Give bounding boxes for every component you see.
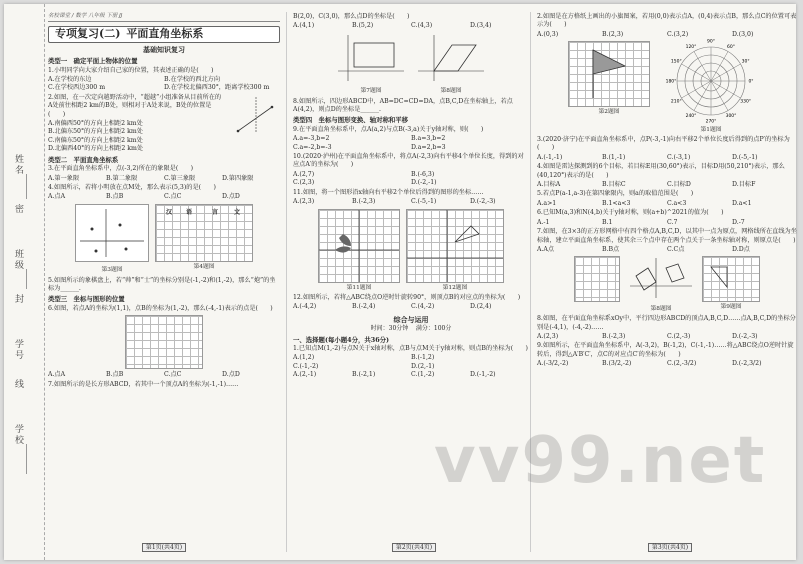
question-10: 10.(2020·泸州)在平面直角坐标系中，将点A(-2,3)向右平移4个单位长度，得到的对应点A′的坐标为( ) — [293, 153, 524, 169]
option: D.a=2,b=3 — [411, 143, 446, 151]
question-c3-4-options — [537, 181, 797, 189]
option: C.点C — [164, 193, 182, 201]
grid-figure-12 — [406, 209, 504, 283]
triangle-shape — [407, 210, 503, 282]
option: A.(-3/2,-2) — [537, 360, 569, 368]
question-11-options — [293, 198, 529, 206]
question-8: 8.如图所示，四边形ABCD中，AB=DC=CD=DA，点B,C,D在坐标轴上，若点A(4,2)，则点D的坐标是______. — [293, 97, 513, 114]
option: C.南偏东50°的方向上相距2 km处 — [48, 136, 143, 144]
option: A.a>1 — [537, 199, 557, 207]
question-7-options — [293, 22, 529, 30]
option: A.点A — [48, 371, 66, 379]
question-14-options — [293, 371, 529, 379]
option: D.(3,4) — [470, 22, 492, 30]
board-word: 文 — [234, 208, 241, 216]
type-heading-2: 类型二 平面直角坐标系 — [48, 155, 119, 164]
seal-mark: 密 — [13, 204, 23, 215]
binding-gutter — [4, 4, 45, 560]
question-2-options — [48, 120, 222, 154]
parallelogram-figure-c3-8 — [626, 256, 696, 300]
radar-angle-label: 330° — [740, 99, 752, 105]
grid-figure-c3-9 — [702, 256, 760, 302]
option: B.点B — [106, 371, 124, 379]
option: A.A点 — [537, 245, 555, 253]
flower-shape — [319, 210, 399, 282]
question-c3-9-options — [537, 360, 797, 368]
question-3: 3.在平面直角坐标系中，点(-3,2)所在的象限是( ) — [48, 165, 194, 173]
question-11: 11.如图，将一个图形沿x轴向右平移2个单位后得到的图形的坐标…… — [293, 188, 484, 196]
option: A.(4,1) — [293, 22, 315, 30]
radar-angle-label: 90° — [707, 39, 715, 45]
worksheet-page — [4, 4, 796, 560]
grid-figure-11 — [318, 209, 400, 283]
page-number: 第3页(共4页) — [648, 543, 692, 552]
option: A.-1 — [537, 218, 550, 226]
radar-spoke — [711, 52, 728, 81]
question-c3-6: 6.已知M(a,3)和N(4,b)关于y轴对称，则(a+b)^2021的值为( ) — [537, 209, 724, 217]
section-title — [48, 26, 280, 42]
title-main: 平面直角坐标系 — [126, 27, 204, 41]
question-c3-8: 8.如图，在平面直角坐标系xOy中，平行四边形ABCD的顶点A,B,C,D……点A,B,C,D的坐标分别是(-4,1)，(-4,-2)…… — [537, 315, 796, 331]
question-c3-4: 4.如图是雷达探测到的6个目标，若目标E用(30,60°)表示，目标D用(50,210°)表示，那么(40,120°)表示的是( ) — [537, 163, 785, 179]
figure-c3-8-caption: 第8题图 — [650, 305, 672, 312]
option: D.点D — [222, 371, 240, 379]
radar-angle-label: 30° — [741, 59, 750, 65]
question-10-options — [293, 171, 529, 188]
option: D.a<1 — [732, 199, 752, 207]
option: C.7 — [667, 218, 678, 226]
question-7-cont: B(2,0)，C(3,0)，那么点D的坐标是( ) — [293, 13, 410, 20]
option: D.(-1,-2) — [470, 371, 496, 379]
option: B.(5,2) — [352, 22, 374, 30]
option: D.(-2,-1) — [411, 179, 437, 187]
option: D.(2,4) — [470, 303, 492, 311]
figures-c3-1-2 — [537, 41, 797, 134]
question-c3-6-options — [537, 219, 797, 227]
option: C.点C — [164, 371, 182, 379]
option: A.南偏西50°的方向上相距2 km处 — [48, 120, 143, 128]
radar-spoke — [711, 81, 740, 98]
polar-radar-figure — [656, 39, 766, 125]
question-4-options — [48, 193, 280, 201]
question-7: 7.如图所示的是长方形ABCD，若其中一个顶点A的坐标为(-1,-1)…… — [48, 380, 239, 388]
option: B.(-2,1) — [352, 371, 376, 379]
class-label: 班级 — [13, 249, 23, 271]
question-c3-9: 9.如图所示，在平面直角坐标系中，A(-3,2)，B(-1,2)，C(-1,-1)……将△ABC绕点O逆时针旋转后，得到△A′B′C′，点C的对应点C′的坐标为( ) — [537, 342, 794, 358]
option: C.(3,2) — [667, 30, 689, 38]
column-page-1 — [48, 12, 280, 552]
figure-7-caption: 第7题图 — [360, 88, 382, 95]
radar-angle-label: 300° — [725, 114, 737, 120]
option: A.在学校的东边 — [48, 76, 92, 84]
option: C.第三象限 — [164, 174, 196, 182]
option: B.第二象限 — [106, 174, 138, 182]
option: C.(2,-3/2) — [667, 360, 697, 368]
name-label: 姓名 — [13, 154, 23, 176]
grid-figure-c3-7 — [574, 256, 620, 302]
flag-grid-figure — [568, 41, 650, 107]
radar-spoke — [711, 81, 728, 110]
site-watermark: vv99.net — [434, 424, 767, 498]
option: C.(4,-2) — [411, 303, 435, 311]
option: B.(-1,2) — [411, 354, 435, 362]
option: A.(2,7) — [293, 170, 315, 178]
figure-12-caption: 第12题图 — [442, 284, 468, 291]
option: A.a=-3,b=2 — [293, 135, 330, 143]
radar-spoke — [711, 64, 740, 81]
option: D.(-2,3/2) — [732, 360, 762, 368]
option: D.D点 — [732, 245, 750, 253]
page-number: 第2页(共4页) — [392, 543, 436, 552]
radar-angle-label: 0° — [748, 79, 754, 85]
school-label: 学校 — [13, 424, 23, 446]
figure-3-caption: 第3题图 — [101, 267, 123, 274]
figure-c3-2-caption: 第2题图 — [598, 109, 620, 116]
full-score: 满分：100分 — [415, 325, 452, 333]
board-word: 言 — [212, 208, 219, 216]
flag-shape — [569, 42, 649, 106]
radar-angle-label: 240° — [685, 114, 697, 120]
option: B.(2,3) — [602, 30, 624, 38]
question-c3-3: 3.(2020·济宁)在平面直角坐标系中，点P(-3,-1)向右平移2个单位长度后得到的点P′的坐标为( ) — [537, 136, 790, 152]
option: B.a=3,b=2 — [411, 135, 446, 143]
choice-heading: 一、选择题(每小题4分，共36分) — [293, 335, 390, 344]
chess-board-figure — [155, 204, 253, 262]
figure-c3-9-caption: 第9题图 — [720, 304, 742, 311]
type-heading-4: 类型四 坐标与图形变换、轴对称和平移 — [293, 116, 409, 125]
option: C.在学校西边300 m — [48, 84, 106, 92]
question-9: 9.在平面直角坐标系中，点A(a,2)与点B(-3,a)关于y轴对称，则( ) — [293, 125, 484, 133]
question-13: 1.已知点M(1,-2)与点N关于x轴对称，点B与点M关于y轴对称，则点B的坐标为( ) — [293, 344, 528, 352]
option: C.C点 — [667, 245, 685, 253]
question-1-options — [48, 76, 280, 93]
option: D.北偏西40°的方向上相距2 km处 — [48, 145, 144, 153]
time-limit: 时间：30分钟 — [370, 325, 409, 333]
radar-spoke — [682, 81, 711, 98]
figure-4-caption: 第4题图 — [193, 263, 215, 270]
option: D.第四象限 — [222, 174, 254, 182]
option: B.(-6,3) — [411, 170, 435, 178]
option: C.a<3 — [667, 199, 687, 207]
option: B.北偏东50°的方向上相距2 km处 — [48, 128, 143, 136]
option: D.-7 — [732, 218, 745, 226]
type-heading-3: 类型三 坐标与图形的位置 — [48, 295, 125, 304]
figures-11-12 — [293, 209, 529, 292]
question-12: 12.如图所示，若将△ABC绕点O逆时针旋转90°，则顶点B的对应点的坐标为( ) — [293, 293, 521, 301]
option: D.在学校北偏西30°，距离学校300 m — [164, 84, 270, 92]
question-12-options — [293, 303, 529, 311]
option: B.1<a<3 — [602, 199, 631, 207]
option: B.(1,-1) — [602, 153, 626, 161]
figure-11-caption: 第11题图 — [346, 284, 372, 291]
page-number: 第1页(共4页) — [142, 543, 186, 552]
question-5: 5.如图所示的象棋盘上，若“帅”和“士”的坐标分别是(-1,-2)和(1,-2)，那么“炮”的坐标为______. — [48, 276, 276, 292]
parallelogram-figure-8 — [414, 33, 488, 83]
section-heading: 综合与运用 — [393, 314, 429, 324]
question-6-options — [48, 371, 280, 379]
radar-spoke — [694, 81, 711, 110]
option: C.(4,3) — [411, 22, 433, 30]
option: C.(1,-2) — [411, 371, 435, 379]
option: D.目标F — [732, 181, 756, 189]
option: C.(2,3) — [293, 179, 315, 187]
option: B.目标C — [602, 181, 626, 189]
student-id-label: 学号 — [13, 339, 23, 361]
question-c3-7: 7.如图，在3×3的正方形网格中有四个格点A,B,C,D，以其中一点为原点，网格线所在直线为坐标轴，建立平面直角坐标系，使其余三个点中存在两个点关于一条坐标轴对称，则原点是( ) — [537, 228, 797, 244]
question-c3-5-options — [537, 200, 797, 208]
option: A.(2,3) — [293, 198, 315, 206]
radar-angle-label: 120° — [685, 45, 697, 51]
option: C.目标D — [667, 181, 691, 189]
option: D.(2,-1) — [411, 362, 435, 370]
book-header: 名校课堂 / 数学 八年级 下册 JJ — [48, 12, 280, 22]
subheading: 基础知识复习 — [143, 44, 185, 54]
rectangle-figure-7 — [334, 33, 408, 83]
figures-7-8 — [293, 33, 529, 96]
option: B.(-2,4) — [352, 303, 376, 311]
question-c3-5: 5.若点P(a-1,a-3)在第四象限内，则a的取值范围是( ) — [537, 190, 694, 198]
radar-angle-label: 210° — [670, 99, 682, 105]
question-c3-3-options — [537, 154, 797, 162]
radar-angle-label: 270° — [705, 119, 717, 125]
option: D.点D — [222, 193, 240, 201]
radar-angle-label: 180° — [665, 79, 677, 85]
question-6: 6.如图，若点A的坐标为(1,1)，点B的坐标为(1,-2)，那么(-4,-1)表示的点是( ) — [48, 304, 273, 312]
radar-spoke — [682, 64, 711, 81]
option: A.第一象限 — [48, 174, 80, 182]
test-meta — [293, 325, 529, 333]
option: B.1 — [602, 218, 613, 226]
question-c3-2: 2.如图是在方格纸上画出的小旗图案，若用(0,0)表示点A，(0,4)表示点B，那么点C的位置可表示为( ) — [537, 13, 797, 29]
direction-diagram — [226, 93, 280, 135]
question-c3-2-options — [537, 31, 797, 39]
board-word: 汉 — [166, 208, 173, 216]
question-c3-7-options — [537, 246, 797, 254]
question-13-options — [293, 354, 529, 371]
radar-spoke — [694, 52, 711, 81]
option: A.点A — [48, 193, 66, 201]
option: B.在学校的西北方向 — [164, 76, 221, 84]
triangle-shape — [703, 257, 759, 301]
radar-angle-label: 150° — [670, 59, 682, 65]
option: D.(-2,-3) — [732, 332, 758, 340]
grid-figure-6 — [125, 315, 203, 369]
question-c3-8-options — [537, 333, 797, 341]
option: B.B点 — [602, 245, 620, 253]
option: A.目标A — [537, 181, 561, 189]
option: A.(2,-1) — [293, 371, 317, 379]
option: C.(-3,1) — [667, 153, 691, 161]
option: A.(1,2) — [293, 354, 315, 362]
board-word: 语 — [186, 208, 193, 216]
option: A.(0,3) — [537, 30, 559, 38]
option: D.(3,0) — [732, 30, 754, 38]
option: D.(-2,-3) — [470, 198, 496, 206]
option: A.(-1,-1) — [537, 153, 563, 161]
coordinate-figure-3 — [75, 204, 149, 262]
question-2: 2.如图，在一次定向越野活动中，“超越”小组准备从目前所在的A处前往相距2 km的B处，则相对于A处来说，B处的位置是( ) — [48, 93, 222, 118]
title-prefix: 专项复习(二) — [55, 27, 121, 41]
option: B.(3/2,-2) — [602, 360, 632, 368]
option: A.(2,3) — [537, 332, 559, 340]
question-9-options — [293, 135, 529, 152]
option: C.a=-2,b=-3 — [293, 143, 332, 151]
seal-mark-2: 封 — [13, 294, 23, 305]
figure-c3-1-caption: 第1题图 — [700, 126, 722, 133]
seal-mark-3: 线 — [13, 379, 23, 390]
question-3-options — [48, 175, 280, 183]
radar-angle-label: 60° — [727, 45, 735, 51]
figure-8-caption: 第8题图 — [440, 88, 462, 95]
figures-c3-7-9 — [537, 256, 797, 313]
option: B.(-2,3) — [602, 332, 626, 340]
option: B.点B — [106, 193, 124, 201]
question-4: 4.如图所示，若将小明放在点M处，那么表示(5,3)的是( ) — [48, 183, 216, 191]
type-heading-1: 类型一 确定平面上物体的位置 — [48, 57, 138, 66]
option: B.(-2,3) — [352, 198, 376, 206]
option: C.(-1,-2) — [293, 362, 319, 370]
question-1: 1.小明同学向大家介绍自己家的位置，其表述正确的是( ) — [48, 66, 214, 74]
option: A.(-4,2) — [293, 303, 317, 311]
option: C.(-5,-1) — [411, 198, 437, 206]
option: C.(2,-3) — [667, 332, 691, 340]
option: D.(-5,-1) — [732, 153, 758, 161]
figures-3-4 — [48, 204, 280, 275]
